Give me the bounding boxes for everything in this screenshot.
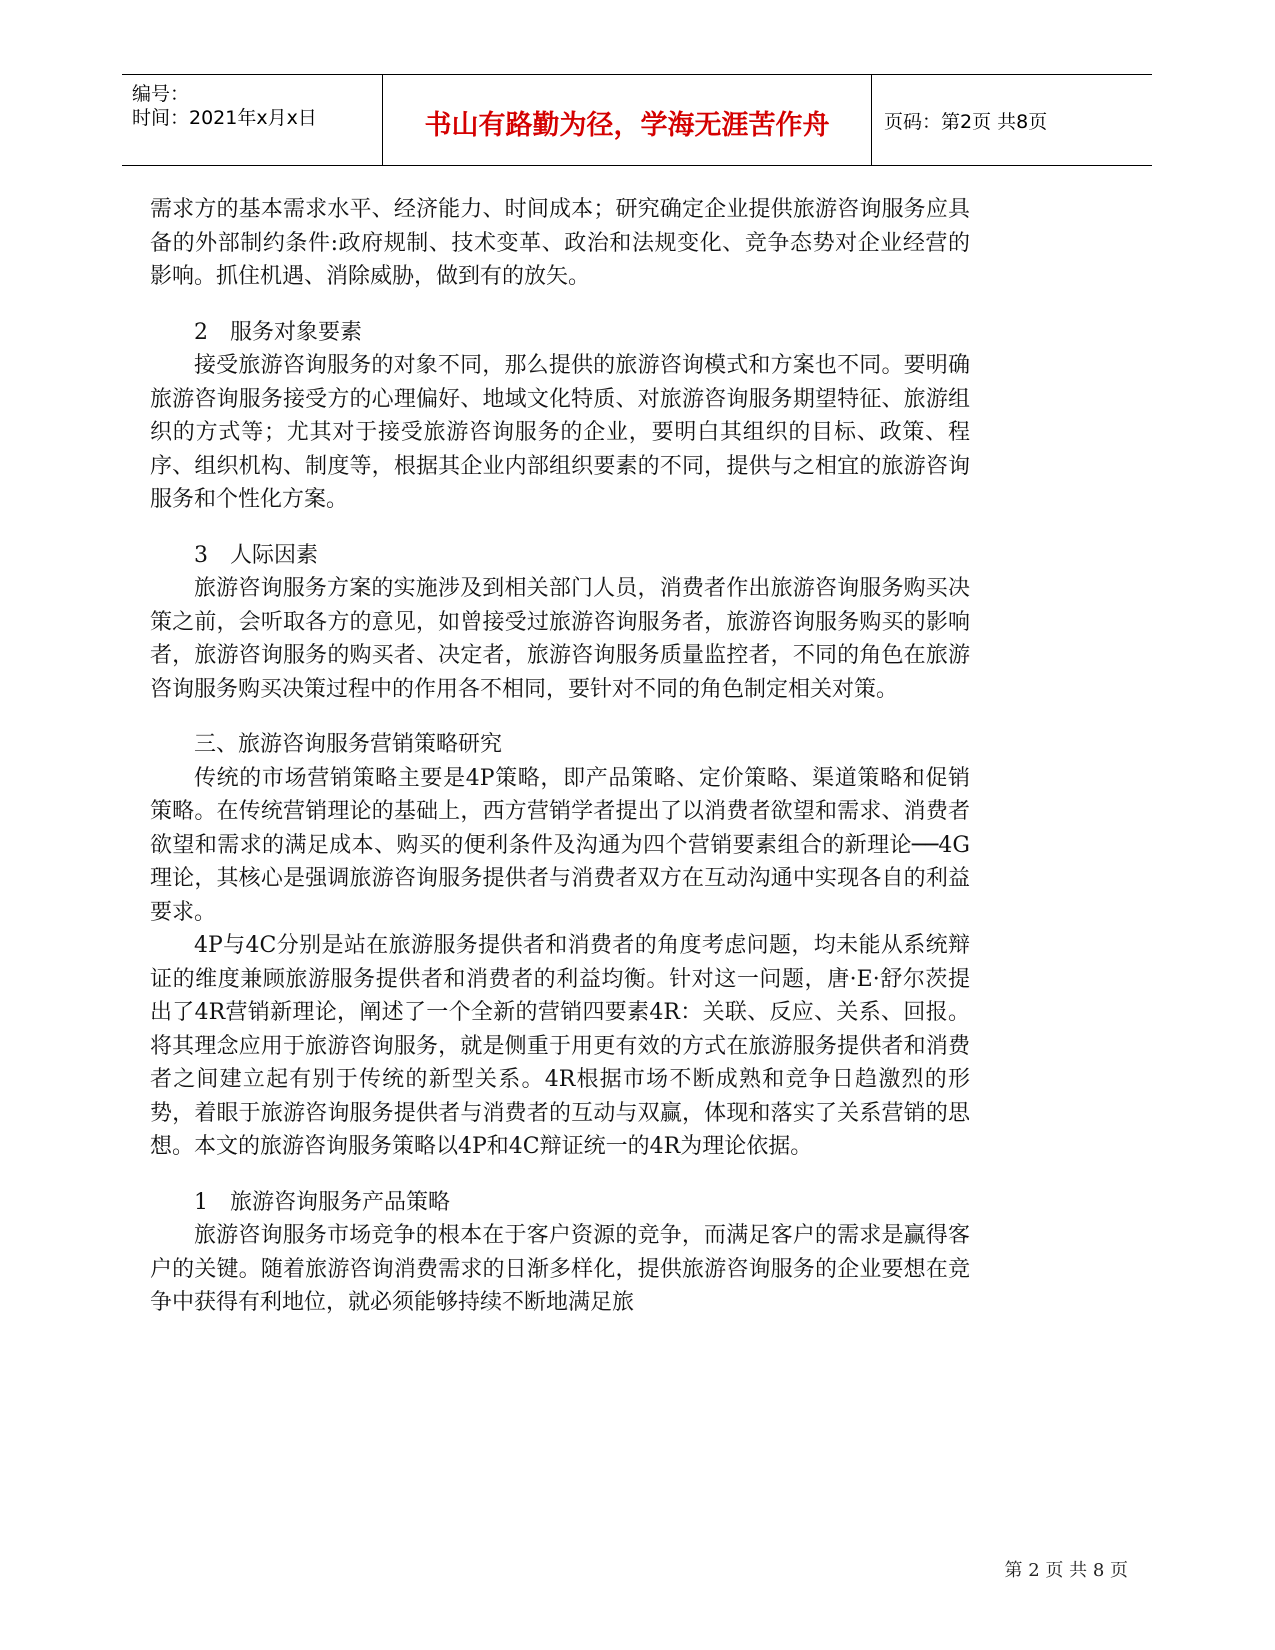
section-heading: 2 服务对象要素 xyxy=(194,319,362,345)
header-motto-cell xyxy=(382,75,872,165)
header-meta-cell xyxy=(122,75,382,165)
section-heading: 3 人际因素 xyxy=(194,542,318,568)
header-page-cell xyxy=(872,75,1152,165)
paragraph: 4P与4C分别是站在旅游服务提供者和消费者的角度考虑问题，均未能从系统辩证的维度兼顾旅游服务提供者和消费者的利益均衡。针对这一问题，唐·E·舒尔茨提出了4R营销新理论，阐述了一个全新的营销四要素4R：关联、反应、关系、回报。将其理念应用于旅游咨询服务，就是侧重于用更有效的方式在旅游服务提供者和消费者之间建立起有别于传统的新型关系。4R根据市场不断成熟和竞争日趋激烈的形势，着眼于旅游咨询服务提供者与消费者的互动与双赢，体现和落实了关系营销的思想。本文的旅游咨询服务策略以4P和4C辩证统一的4R为理论依据。 xyxy=(150,933,970,1159)
document-time-label: 时间：2021年x月x日 xyxy=(132,107,317,129)
page-footer-number: 第 2 页 共 8 页 xyxy=(1004,1560,1128,1581)
paragraph: 需求方的基本需求水平、经济能力、时间成本；研究确定企业提供旅游咨询服务应具备的外部制约条件:政府规制、技术变革、政治和法规变化、竞争态势对企业经营的影响。抓住机遇、消除威胁，做到有的放矢。 xyxy=(150,197,970,289)
section-heading: 三、旅游咨询服务营销策略研究 xyxy=(194,732,503,757)
document-body xyxy=(150,193,970,1320)
header-motto: 书山有路勤为径，学海无涯苦作舟 xyxy=(424,110,830,141)
paragraph: 传统的市场营销策略主要是4P策略，即产品策略、定价策略、渠道策略和促销策略。在传统营销理论的基础上，西方营销学者提出了以消费者欲望和需求、消费者欲望和需求的满足成本、购买的便利条件及沟通为四个营销要素组合的新理论──4G理论，其核心是强调旅游咨询服务提供者与消费者双方在互动沟通中实现各自的利益要求。 xyxy=(150,765,970,925)
paragraph: 旅游咨询服务方案的实施涉及到相关部门人员，消费者作出旅游咨询服务购买决策之前，会听取各方的意见，如曾接受过旅游咨询服务者，旅游咨询服务购买的影响者，旅游咨询服务的购买者、决定者，旅游咨询服务质量监控者，不同的角色在旅游咨询服务购买决策过程中的作用各不相同，要针对不同的角色制定相关对策。 xyxy=(150,576,970,702)
paragraph: 旅游咨询服务市场竞争的根本在于客户资源的竞争，而满足客户的需求是赢得客户的关键。随着旅游咨询消费需求的日渐多样化，提供旅游咨询服务的企业要想在竞争中获得有利地位，就必须能够持续不断地满足旅 xyxy=(150,1223,970,1315)
document-number-label: 编号： xyxy=(132,83,190,105)
paragraph: 接受旅游咨询服务的对象不同，那么提供的旅游咨询模式和方案也不同。要明确旅游咨询服务接受方的心理偏好、地域文化特质、对旅游咨询服务期望特征、旅游组织的方式等；尤其对于接受旅游咨询服务的企业，要明白其组织的目标、政策、程序、组织机构、制度等，根据其企业内部组织要素的不同，提供与之相宜的旅游咨询服务和个性化方案。 xyxy=(150,353,970,512)
page-header xyxy=(122,74,1152,166)
section-heading: 1 旅游咨询服务产品策略 xyxy=(194,1189,450,1215)
header-page-number: 页码：第2页 共8页 xyxy=(884,111,1048,133)
